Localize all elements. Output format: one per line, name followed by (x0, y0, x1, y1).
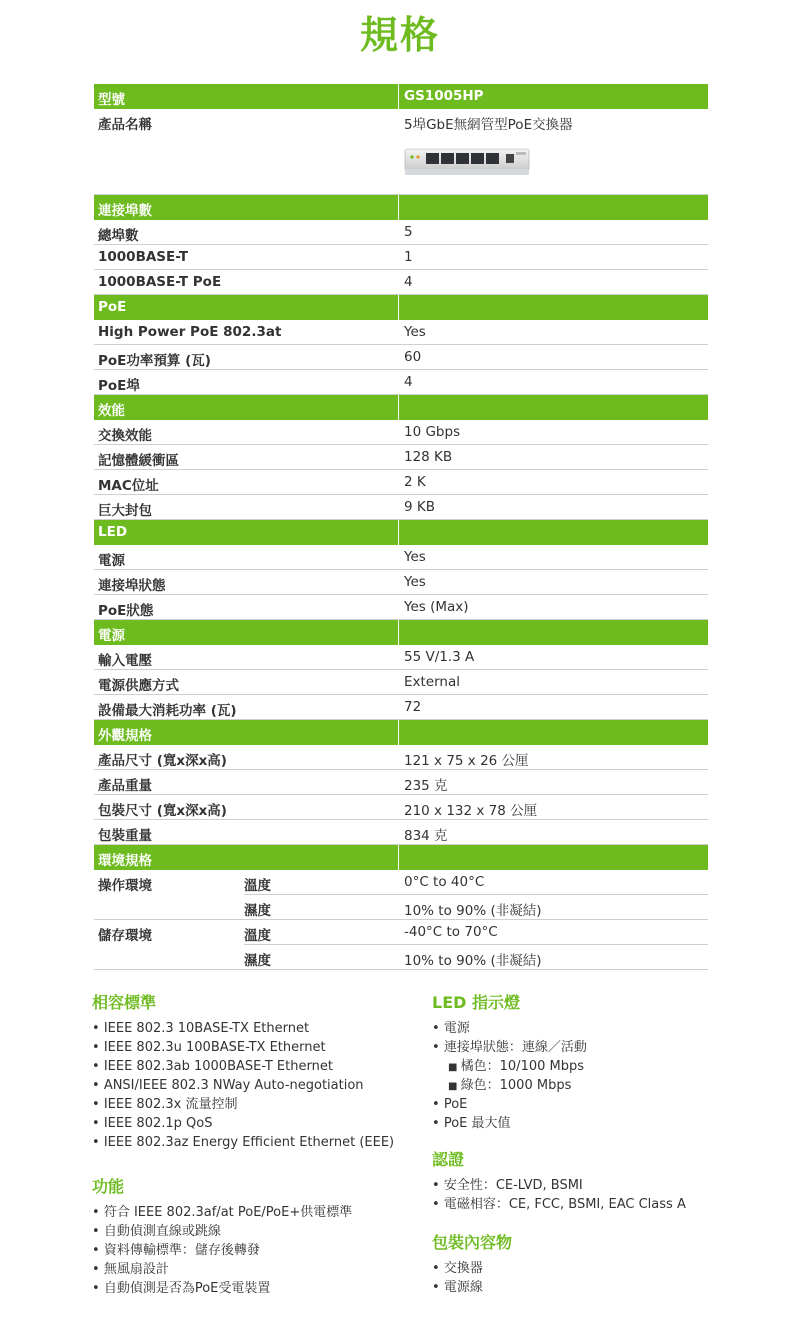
section-header-ports (94, 195, 708, 220)
spec-label: PoE功率預算 (瓦) (98, 353, 211, 369)
spec-label: 產品尺寸 (寬x深x高) (98, 753, 227, 769)
spec-row (94, 745, 708, 770)
spec-row (94, 770, 708, 795)
standards-title: 相容標準 (92, 993, 157, 1012)
spec-row (94, 545, 708, 570)
spec-value: 128 KB (404, 449, 453, 465)
list-item: • IEEE 802.3x 流量控制 (92, 1095, 394, 1114)
list-item: • 無風扇設計 (92, 1260, 394, 1279)
list-item: • IEEE 802.3az Energy Efficient Ethernet (EEE) (92, 1133, 394, 1152)
product-name-row (94, 109, 708, 195)
features-list (92, 1203, 394, 1298)
list-item: • 電磁相容：CE, FCC, BSMI, EAC Class A (432, 1195, 686, 1214)
section-title: PoE (98, 299, 127, 315)
spec-value: 4 (404, 374, 413, 390)
spec-label: 1000BASE-T (98, 249, 189, 265)
env-storage-label: 儲存環境 (98, 928, 152, 944)
spec-label: 電源 (98, 553, 125, 569)
bottom-right-column (432, 990, 686, 1297)
section-title: 效能 (98, 403, 125, 419)
env-sub-label: 溫度 (244, 928, 271, 944)
section-header-poe (94, 295, 708, 320)
list-item: • 自動偵測直線或跳線 (92, 1222, 394, 1241)
spec-row (94, 245, 708, 270)
spec-row (94, 570, 708, 595)
spec-row (94, 345, 708, 370)
section-header-environment (94, 845, 708, 870)
package-title: 包裝內容物 (432, 1233, 513, 1252)
env-value: 10% to 90% (非凝結) (404, 953, 542, 969)
spec-value: 72 (404, 699, 422, 715)
spec-label: PoE埠 (98, 378, 140, 394)
spec-value: 1 (404, 249, 413, 265)
model-label: 型號 (98, 92, 125, 108)
spec-label: 連接埠狀態 (98, 578, 166, 594)
spec-label: MAC位址 (98, 478, 159, 494)
spec-value: 5 (404, 224, 413, 240)
spec-label: PoE狀態 (98, 603, 154, 619)
spec-value: 55 V/1.3 A (404, 649, 475, 665)
spec-row (94, 370, 708, 395)
spec-row (94, 645, 708, 670)
spec-label: 設備最大消耗功率 (瓦) (98, 703, 237, 719)
spec-row (94, 495, 708, 520)
env-row-storage-humidity (94, 945, 708, 970)
spec-label: 1000BASE-T PoE (98, 274, 222, 290)
spec-label: 產品重量 (98, 778, 152, 794)
spec-label: 包裝尺寸 (寬x深x高) (98, 803, 227, 819)
spec-value: 9 KB (404, 499, 435, 515)
list-item: • 安全性：CE-LVD, BSMI (432, 1176, 686, 1195)
spec-value: Yes (404, 574, 426, 590)
spec-row (94, 670, 708, 695)
certs-title: 認證 (432, 1150, 465, 1169)
env-operating-label: 操作環境 (98, 878, 152, 894)
product-name-value: 5埠GbE無網管型PoE交換器 (404, 117, 573, 133)
env-sub-label: 溫度 (244, 878, 271, 894)
led-title: LED 指示燈 (432, 993, 520, 1012)
list-item: • 交換器 (432, 1259, 686, 1278)
spec-value: 2 K (404, 474, 426, 490)
spec-value: 121 x 75 x 26 公厘 (404, 753, 529, 769)
spec-row (94, 320, 708, 345)
spec-value: Yes (404, 324, 426, 340)
spec-row (94, 595, 708, 620)
model-value: GS1005HP (404, 88, 484, 104)
list-item: • PoE 最大值 (432, 1114, 686, 1133)
certs-list (432, 1176, 686, 1214)
bottom-left-column (92, 990, 394, 1298)
spec-value: 235 克 (404, 778, 448, 794)
model-header-row (94, 84, 708, 109)
section-title: LED (98, 524, 128, 540)
spec-label: 記憶體緩衝區 (98, 453, 179, 469)
spec-label: 電源供應方式 (98, 678, 179, 694)
env-value: 10% to 90% (非凝結) (404, 903, 542, 919)
list-subitem: ■ 綠色：1000 Mbps (432, 1076, 686, 1095)
spec-value: 60 (404, 349, 422, 365)
package-list (432, 1259, 686, 1297)
spec-label: 巨大封包 (98, 503, 152, 519)
spec-value: 10 Gbps (404, 424, 461, 440)
list-item: • IEEE 802.3 10BASE-TX Ethernet (92, 1019, 394, 1038)
spec-value: External (404, 674, 461, 690)
spec-value: 834 克 (404, 828, 448, 844)
spec-row (94, 420, 708, 445)
env-row-storage-temp (94, 920, 708, 945)
list-item: • IEEE 802.3ab 1000BASE-T Ethernet (92, 1057, 394, 1076)
env-sub-label: 濕度 (244, 903, 271, 919)
led-list (432, 1019, 686, 1133)
env-sub-label: 濕度 (244, 953, 271, 969)
spec-row (94, 270, 708, 295)
product-name-label: 產品名稱 (98, 117, 152, 133)
list-item: • 符合 IEEE 802.3af/at PoE/PoE+供電標準 (92, 1203, 394, 1222)
spec-table (94, 84, 708, 970)
spec-label: 輸入電壓 (98, 653, 152, 669)
list-item: • 連接埠狀態：連線／活動 (432, 1038, 686, 1057)
list-item: • 資料傳輸標準：儲存後轉發 (92, 1241, 394, 1260)
switch-product-image (404, 143, 530, 177)
list-item: • IEEE 802.3u 100BASE-TX Ethernet (92, 1038, 394, 1057)
spec-value: Yes (404, 549, 426, 565)
section-header-power (94, 620, 708, 645)
spec-row (94, 220, 708, 245)
list-item: • IEEE 802.1p QoS (92, 1114, 394, 1133)
spec-label: High Power PoE 802.3at (98, 324, 282, 340)
spec-label: 交換效能 (98, 428, 152, 444)
standards-list (92, 1019, 394, 1152)
env-row-operating-humidity (94, 895, 708, 920)
section-header-performance (94, 395, 708, 420)
page-title: 規格 (359, 13, 440, 57)
list-subitem: ■ 橘色：10/100 Mbps (432, 1057, 686, 1076)
spec-value: 210 x 132 x 78 公厘 (404, 803, 538, 819)
features-title: 功能 (92, 1177, 125, 1196)
section-title: 連接埠數 (98, 203, 152, 219)
spec-label: 總埠數 (98, 228, 139, 244)
spec-label: 包裝重量 (98, 828, 152, 844)
list-item: • 電源 (432, 1019, 686, 1038)
list-item: • 自動偵測是否為PoE受電裝置 (92, 1279, 394, 1298)
spec-row (94, 795, 708, 820)
section-title: 環境規格 (98, 853, 152, 869)
spec-value: 4 (404, 274, 413, 290)
spec-value: Yes (Max) (404, 599, 469, 615)
spec-row (94, 820, 708, 845)
list-item: • ANSI/IEEE 802.3 NWay Auto-negotiation (92, 1076, 394, 1095)
section-header-physical (94, 720, 708, 745)
list-item: • 電源線 (432, 1278, 686, 1297)
section-title: 外觀規格 (98, 728, 152, 744)
env-value: 0°C to 40°C (404, 874, 485, 890)
spec-row (94, 445, 708, 470)
section-title: 電源 (98, 628, 125, 644)
spec-row (94, 470, 708, 495)
list-item: • PoE (432, 1095, 686, 1114)
env-row-operating-temp (94, 870, 708, 895)
env-value: -40°C to 70°C (404, 924, 498, 940)
section-header-led (94, 520, 708, 545)
spec-row (94, 695, 708, 720)
